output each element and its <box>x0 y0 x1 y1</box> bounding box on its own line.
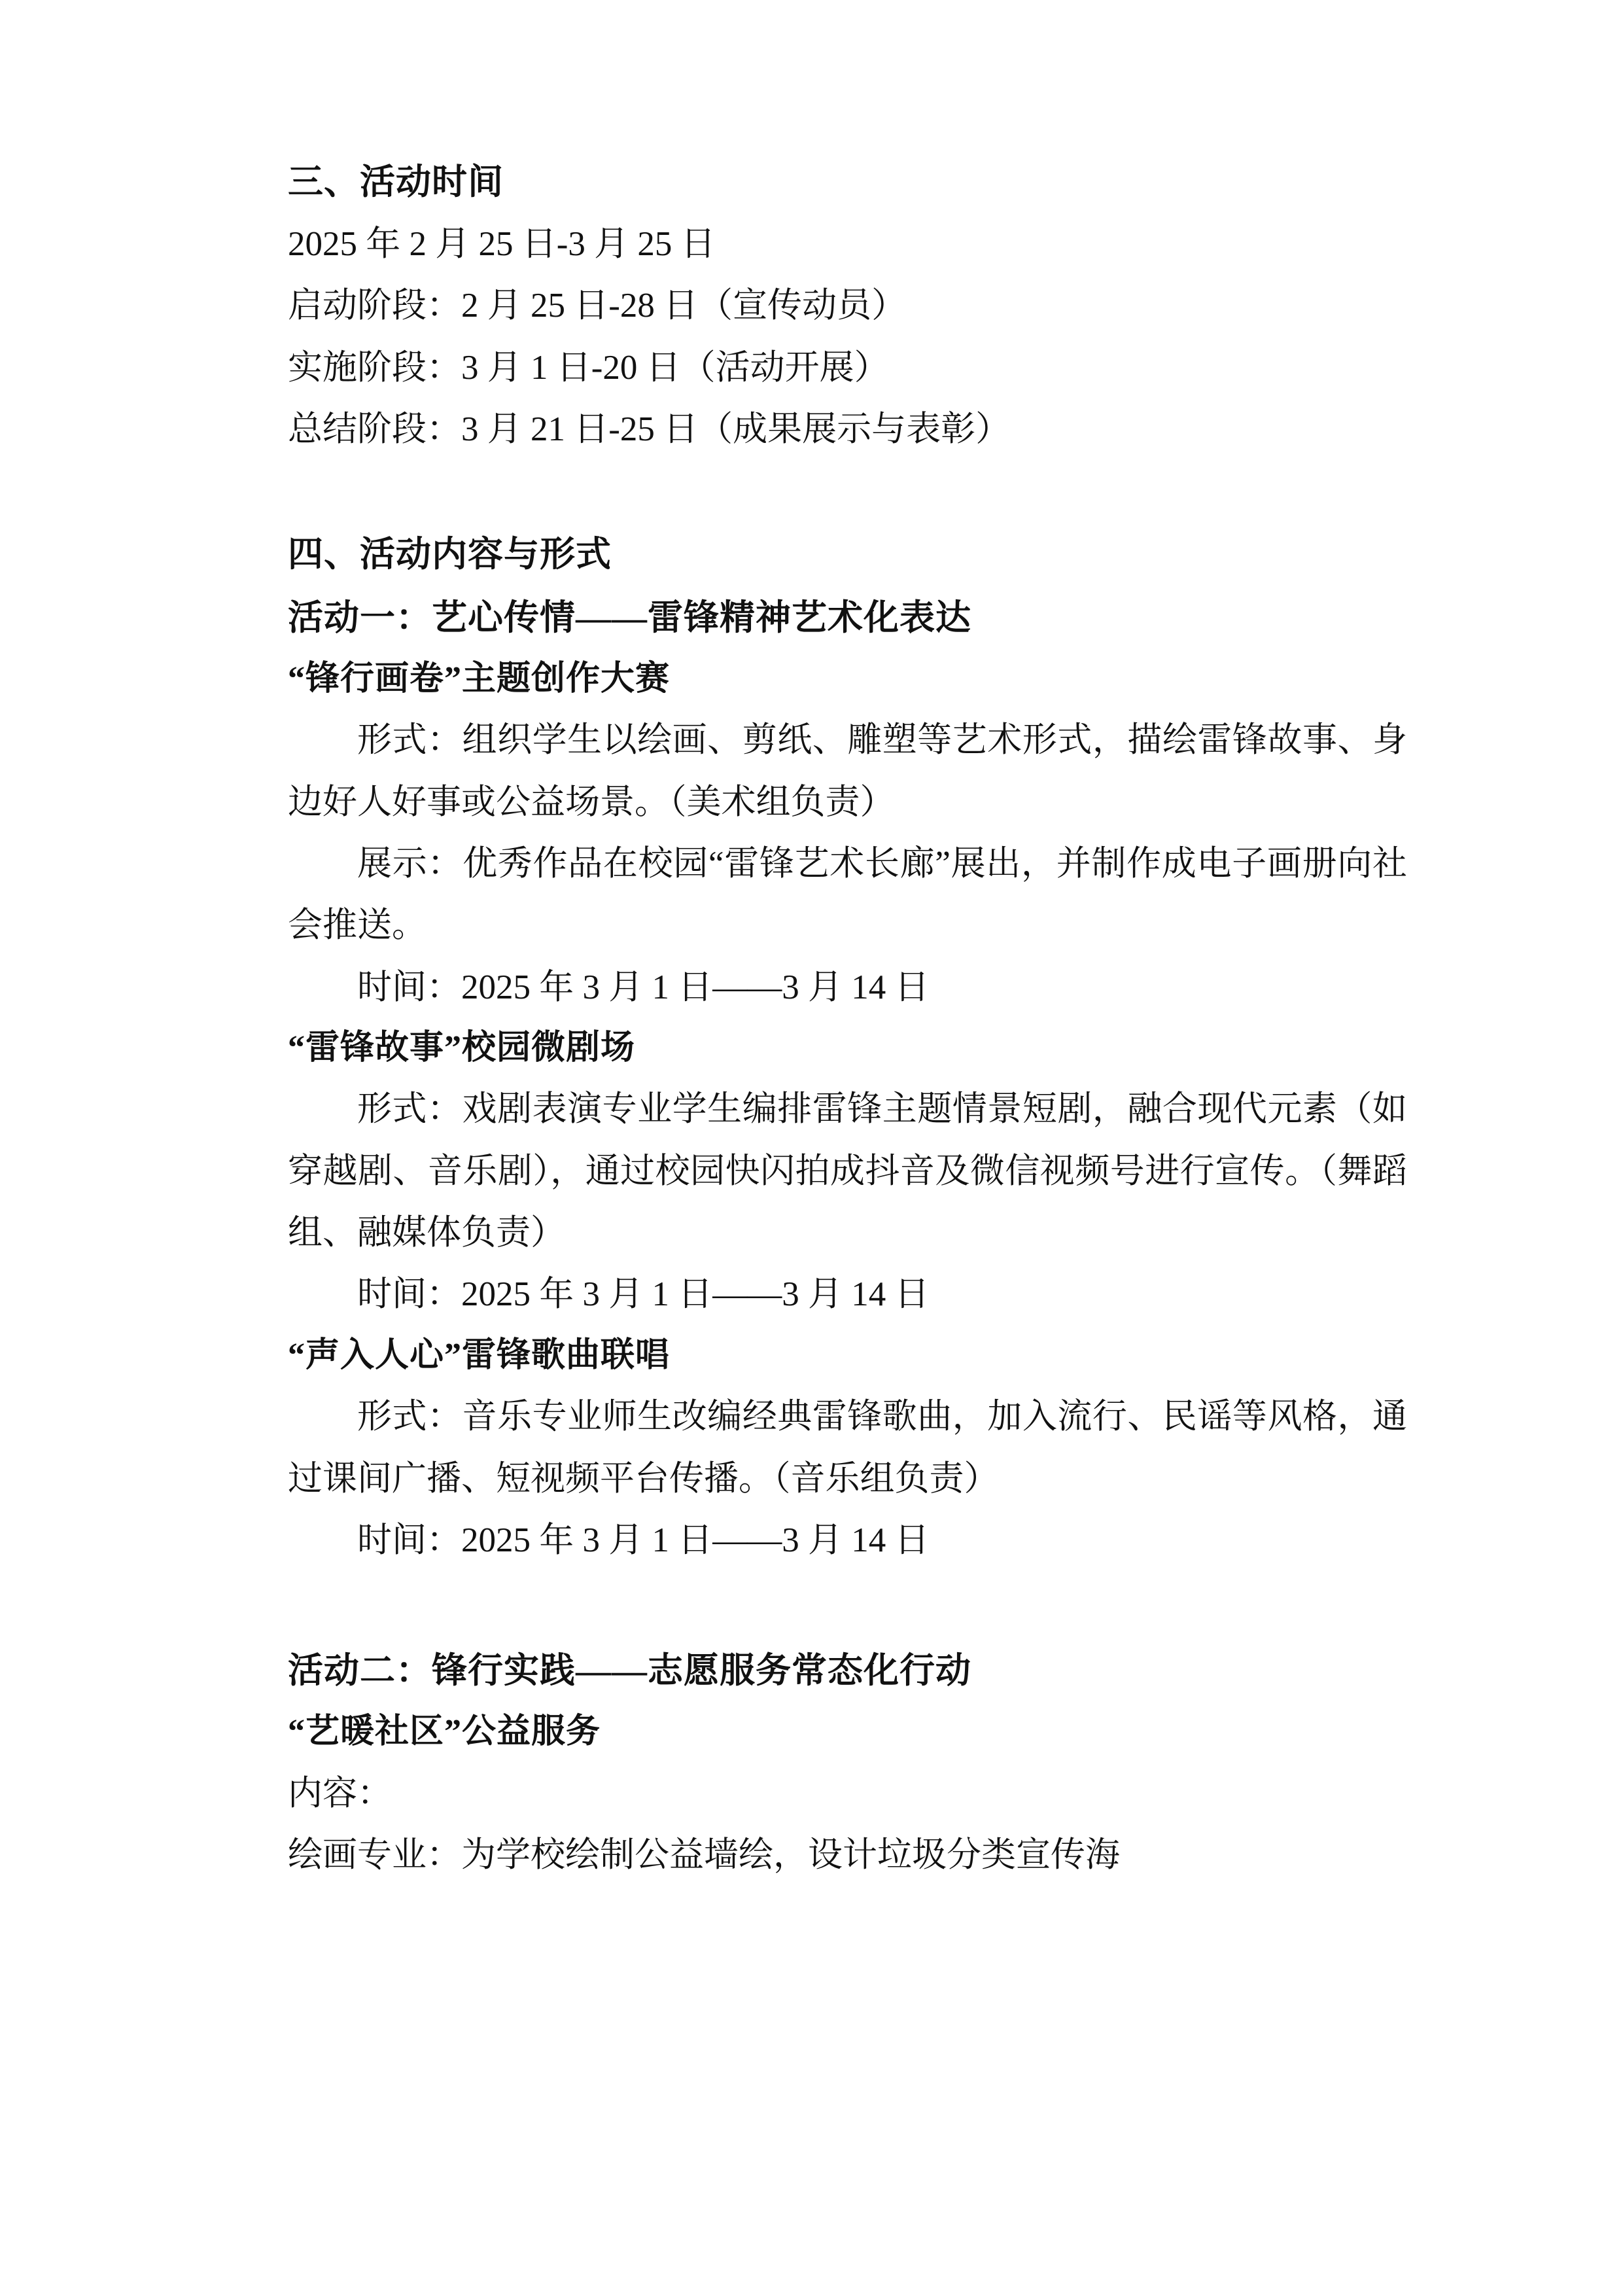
community-service-painting-major: 绘画专业：为学校绘制公益墙绘，设计垃圾分类宣传海 <box>288 1836 1120 1875</box>
song-medley-form: 形式：音乐专业师生改编经典雷锋歌曲，加入流行、民谣等风格，通过课间广播、短视频平台传播。（音乐组负责） <box>288 1398 1407 1498</box>
phase-launch: 启动阶段：2 月 25 日-28 日（宣传动员） <box>288 287 907 325</box>
subheading-painting-contest: “锋行画卷”主题创作大赛 <box>288 660 671 698</box>
spacer <box>288 1571 1407 1639</box>
subheading-community-service: “艺暖社区”公益服务 <box>288 1713 601 1751</box>
heading-section-three: 三、活动时间 <box>288 162 504 202</box>
song-medley-time: 时间：2025 年 3 月 1 日——3 月 14 日 <box>357 1521 930 1559</box>
heading-activity-one: 活动一：艺心传情——雷锋精神艺术化表达 <box>288 597 971 637</box>
phase-implementation: 实施阶段：3 月 1 日-20 日（活动开展） <box>288 348 889 387</box>
phase-summary: 总结阶段：3 月 21 日-25 日（成果展示与表彰） <box>288 410 1011 449</box>
document-body <box>288 150 1407 1886</box>
community-service-content-label: 内容： <box>288 1774 392 1812</box>
heading-section-four: 四、活动内容与形式 <box>288 535 612 574</box>
painting-contest-time: 时间：2025 年 3 月 1 日——3 月 14 日 <box>357 968 930 1006</box>
subheading-song-medley: “声入人心”雷锋歌曲联唱 <box>288 1336 671 1374</box>
painting-contest-display: 展示：优秀作品在校园“雷锋艺术长廊”展出，并制作成电子画册向社会推送。 <box>288 844 1407 945</box>
heading-activity-two: 活动二：锋行实践——志愿服务常态化行动 <box>288 1651 971 1691</box>
activity-period-range: 2025 年 2 月 25 日-3 月 25 日 <box>288 225 716 264</box>
subheading-micro-theater: “雷锋故事”校园微剧场 <box>288 1029 636 1067</box>
spacer <box>288 460 1407 523</box>
micro-theater-time: 时间：2025 年 3 月 1 日——3 月 14 日 <box>357 1275 930 1314</box>
painting-contest-form: 形式：组织学生以绘画、剪纸、雕塑等艺术形式，描绘雷锋故事、身边好人好事或公益场景。（美术组负责） <box>288 721 1407 821</box>
micro-theater-form: 形式：戏剧表演专业学生编排雷锋主题情景短剧，融合现代元素（如穿越剧、音乐剧），通过校园快闪拍成抖音及微信视频号进行宣传。（舞蹈组、融媒体负责） <box>288 1090 1407 1252</box>
